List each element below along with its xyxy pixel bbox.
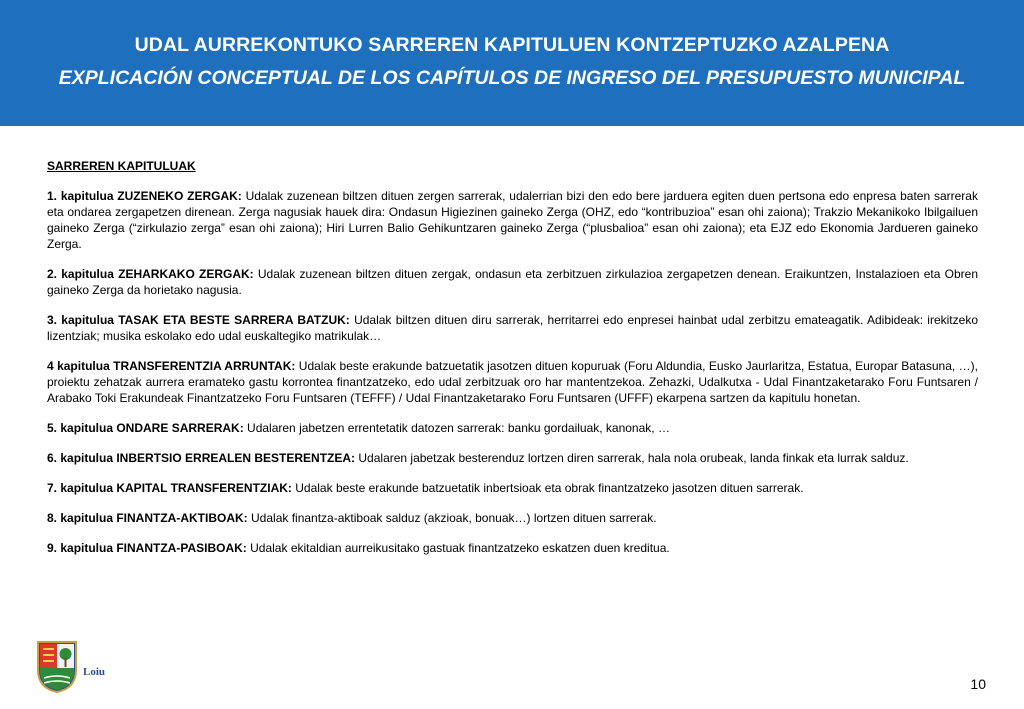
chapter-label: 8. kapitulua FINANTZA-AKTIBOAK: bbox=[47, 511, 248, 525]
chapter-label: 1. kapitulua ZUZENEKO ZERGAK: bbox=[47, 189, 242, 203]
chapter-label: 5. kapitulua ONDARE SARRERAK: bbox=[47, 421, 244, 435]
chapter-text: Udalak finantza-aktiboak salduz (akzioak, bonuak…) lortzen dituen sarrerak. bbox=[251, 511, 657, 525]
chapter-text: Udalak beste erakunde batzuetatik inbertsioak eta obrak finantzatzeko jasotzen dituen sarrerak. bbox=[295, 481, 804, 495]
chapter-text: Udalak zuzenean biltzen dituen zergen sarrerak, udalerrian bizi den edo bere jarduera egiten duen pertsona edo enpresa baten sarrerak eta ondarea zergapetzen direnean. Zerga nagusiak hauek dira: Ondasun Higiezinen gaineko Zerga (OHZ, edo “kontribuzioa” esan ohi zaiona); Trakzio Mekanikoko Ibilgailuen gaineko Zerga (“zirkulazio zerga” esan ohi zaiona); Hiri Lurren Balio Gehikuntzaren gaineko Zerga (“plusbalioa” esan ohi zaiona); eta EJZ edo Ekonomia Jardueren gaineko Zerga. bbox=[47, 189, 978, 251]
page-number: 10 bbox=[970, 676, 986, 692]
chapter-2 bbox=[47, 266, 978, 298]
chapter-label: 2. kapitulua ZEHARKAKO ZERGAK: bbox=[47, 267, 254, 281]
chapter-label: 6. kapitulua INBERTSIO ERREALEN BESTERENTZEA: bbox=[47, 451, 356, 465]
section-heading: SARREREN KAPITULUAK bbox=[47, 159, 196, 173]
logo-text: Loiu bbox=[83, 666, 106, 678]
chapter-6 bbox=[47, 450, 978, 466]
chapter-4 bbox=[47, 358, 978, 406]
header-banner bbox=[0, 0, 1024, 126]
chapter-3 bbox=[47, 312, 978, 344]
chapter-label: 9. kapitulua FINANTZA-PASIBOAK: bbox=[47, 541, 247, 555]
chapter-text: Udalak ekitaldian aurreikusitako gastuak finantzatzeko eskatzen duen kreditua. bbox=[250, 541, 670, 555]
document-body bbox=[47, 158, 978, 570]
chapter-5 bbox=[47, 420, 978, 436]
chapter-text: Udalak beste erakunde batzuetatik jasotzen dituen kopuruak (Foru Aldundia, Eusko Jaurlaritza, Estatua, Europar Batasuna, …), proiektu zehatzak aurrera eramateko gastu korrontea finantzatzeko, edo udal zerbitzuak oro har mantentzekoa. Zehazki, Udalkutxa - Udal Finantzaketarako Foru Funtsaren / Arabako Toki Erakundeak Finantzatzeko Foru Funtsaren (TEFFF) / Udal Finantzaketarako Foru Funtsaren (UFFF) ekarpena sartzen da kapitulu honetan. bbox=[47, 359, 978, 405]
chapter-label: 7. kapitulua KAPITAL TRANSFERENTZIAK: bbox=[47, 481, 292, 495]
chapter-8 bbox=[47, 510, 978, 526]
title-basque: UDAL AURREKONTUKO SARREREN KAPITULUEN KONTZEPTUZKO AZALPENA bbox=[134, 34, 890, 56]
chapter-1 bbox=[47, 188, 978, 252]
chapter-7 bbox=[47, 480, 978, 496]
chapter-9 bbox=[47, 540, 978, 556]
chapter-text: Udalak zuzenean biltzen dituen zergak, ondasun eta zerbitzuen zirkulazioa zergapetzen denean. Eraikuntzen, Instalazioen eta Obren gaineko Zerga da horietako nagusia. bbox=[47, 267, 978, 297]
chapter-label: 3. kapitulua TASAK ETA BESTE SARRERA BATZUK: bbox=[47, 313, 350, 327]
chapter-text: Udalaren jabetzak besterenduz lortzen diren sarrerak, hala nola orubeak, landa finkak eta lurrak salduz. bbox=[358, 451, 909, 465]
chapter-text: Udalaren jabetzen errentetatik datozen sarrerak: banku gordailuak, kanonak, … bbox=[247, 421, 670, 435]
chapter-label: 4 kapitulua TRANSFERENTZIA ARRUNTAK: bbox=[47, 359, 296, 373]
title-spanish: EXPLICACIÓN CONCEPTUAL DE LOS CAPÍTULOS DE INGRESO DEL PRESUPUESTO MUNICIPAL bbox=[58, 67, 966, 89]
chapter-text: Udalak biltzen dituen diru sarrerak, herritarrei edo enpresei hainbat udal zerbitzu emateagatik. Adibideak: irekitzeko lizentziak; musika eskolako edo udal euskaltegiko matrikulak… bbox=[47, 313, 978, 343]
